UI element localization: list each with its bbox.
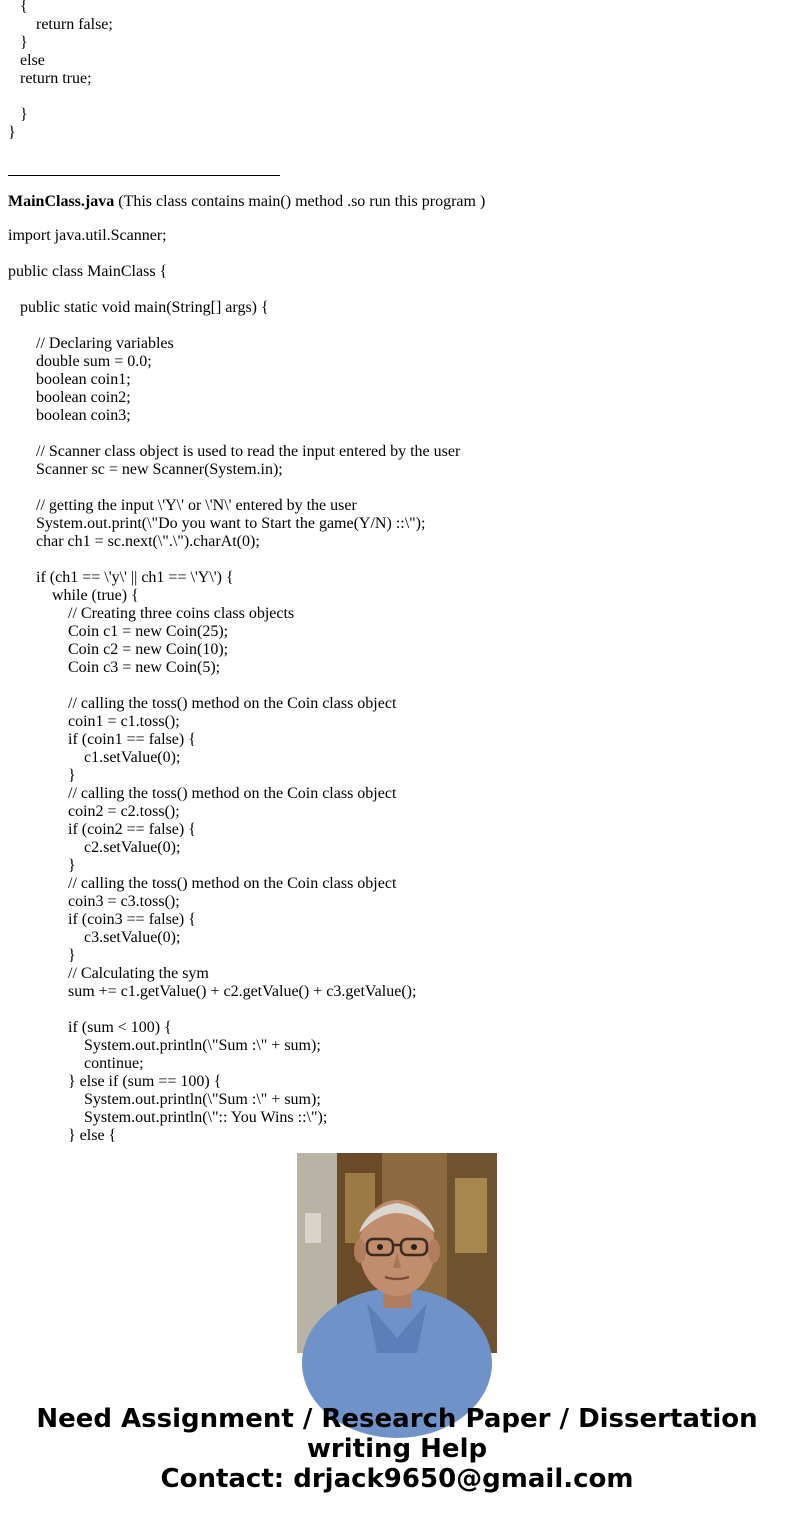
code-line: boolean coin3; xyxy=(8,407,131,424)
code-line: System.out.println(\"Sum :\" + sum); xyxy=(8,1091,321,1108)
code-line: return true; xyxy=(8,70,92,87)
code-line: boolean coin1; xyxy=(8,371,131,388)
code-line: c1.setValue(0); xyxy=(8,749,181,766)
code-line: // Scanner class object is used to read the input entered by the user xyxy=(8,443,461,460)
code-line: System.out.println(\":: You Wins ::\"); xyxy=(8,1109,328,1126)
code-line: if (coin3 == false) { xyxy=(8,911,196,928)
file-note: (This class contains main() method .so run this program ) xyxy=(114,193,486,210)
code-line: Coin c1 = new Coin(25); xyxy=(8,623,229,640)
code-line: public class MainClass { xyxy=(8,263,168,280)
code-line: char ch1 = sc.next(\".\").charAt(0); xyxy=(8,533,260,550)
code-line: } xyxy=(8,857,76,874)
code-line: return false; xyxy=(8,16,113,33)
code-line: // calling the toss() method on the Coin class object xyxy=(8,785,397,802)
code-line: boolean coin2; xyxy=(8,389,131,406)
horizontal-divider xyxy=(8,175,280,176)
code-line: Scanner sc = new Scanner(System.in); xyxy=(8,461,283,478)
code-line: import java.util.Scanner; xyxy=(8,227,167,244)
author-photo xyxy=(297,1153,497,1353)
code-line: } else if (sum == 100) { xyxy=(8,1073,222,1090)
code-line: } xyxy=(8,34,28,51)
code-line: Coin c3 = new Coin(5); xyxy=(8,659,221,676)
code-line: // calling the toss() method on the Coin class object xyxy=(8,695,397,712)
code-line: } xyxy=(8,947,76,964)
code-line: // Creating three coins class objects xyxy=(8,605,295,622)
code-line: } xyxy=(8,767,76,784)
code-line: Coin c2 = new Coin(10); xyxy=(8,641,229,658)
code-line: } xyxy=(8,124,16,141)
code-line: while (true) { xyxy=(8,587,139,604)
code-line: if (ch1 == \'y\' || ch1 == \'Y\') { xyxy=(8,569,234,586)
promo-contact: Contact: drjack9650@gmail.com xyxy=(160,1464,634,1494)
code-line: // Calculating the sym xyxy=(8,965,209,982)
code-line: } xyxy=(8,106,28,123)
code-line: public static void main(String[] args) { xyxy=(8,299,269,316)
code-line: double sum = 0.0; xyxy=(8,353,152,370)
author-avatar xyxy=(297,1153,497,1353)
file-heading xyxy=(8,193,485,211)
code-line: coin1 = c1.toss(); xyxy=(8,713,180,730)
code-line: if (sum < 100) { xyxy=(8,1019,172,1036)
code-line: System.out.println(\"Sum :\" + sum); xyxy=(8,1037,321,1054)
code-line: // calling the toss() method on the Coin class object xyxy=(8,875,397,892)
code-line: if (coin1 == false) { xyxy=(8,731,196,748)
code-line: c3.setValue(0); xyxy=(8,929,181,946)
code-line: { xyxy=(8,0,28,15)
code-line: sum += c1.getValue() + c2.getValue() + c3.getValue(); xyxy=(8,983,417,1000)
code-line: coin3 = c3.toss(); xyxy=(8,893,180,910)
promo-line-1: Need Assignment / Research Paper / Dissertation xyxy=(36,1404,758,1434)
code-line: coin2 = c2.toss(); xyxy=(8,803,180,820)
code-line: } else { xyxy=(8,1127,117,1144)
code-line: // Declaring variables xyxy=(8,335,174,352)
code-line: else xyxy=(8,52,45,69)
code-line: c2.setValue(0); xyxy=(8,839,181,856)
file-name: MainClass.java xyxy=(8,193,115,210)
code-line: // getting the input \'Y\' or \'N\' entered by the user xyxy=(8,497,357,514)
code-line: continue; xyxy=(8,1055,144,1072)
promo-line-2: writing Help xyxy=(306,1434,488,1464)
code-line: if (coin2 == false) { xyxy=(8,821,196,838)
code-line: System.out.print(\"Do you want to Start the game(Y/N) ::\"); xyxy=(8,515,426,532)
